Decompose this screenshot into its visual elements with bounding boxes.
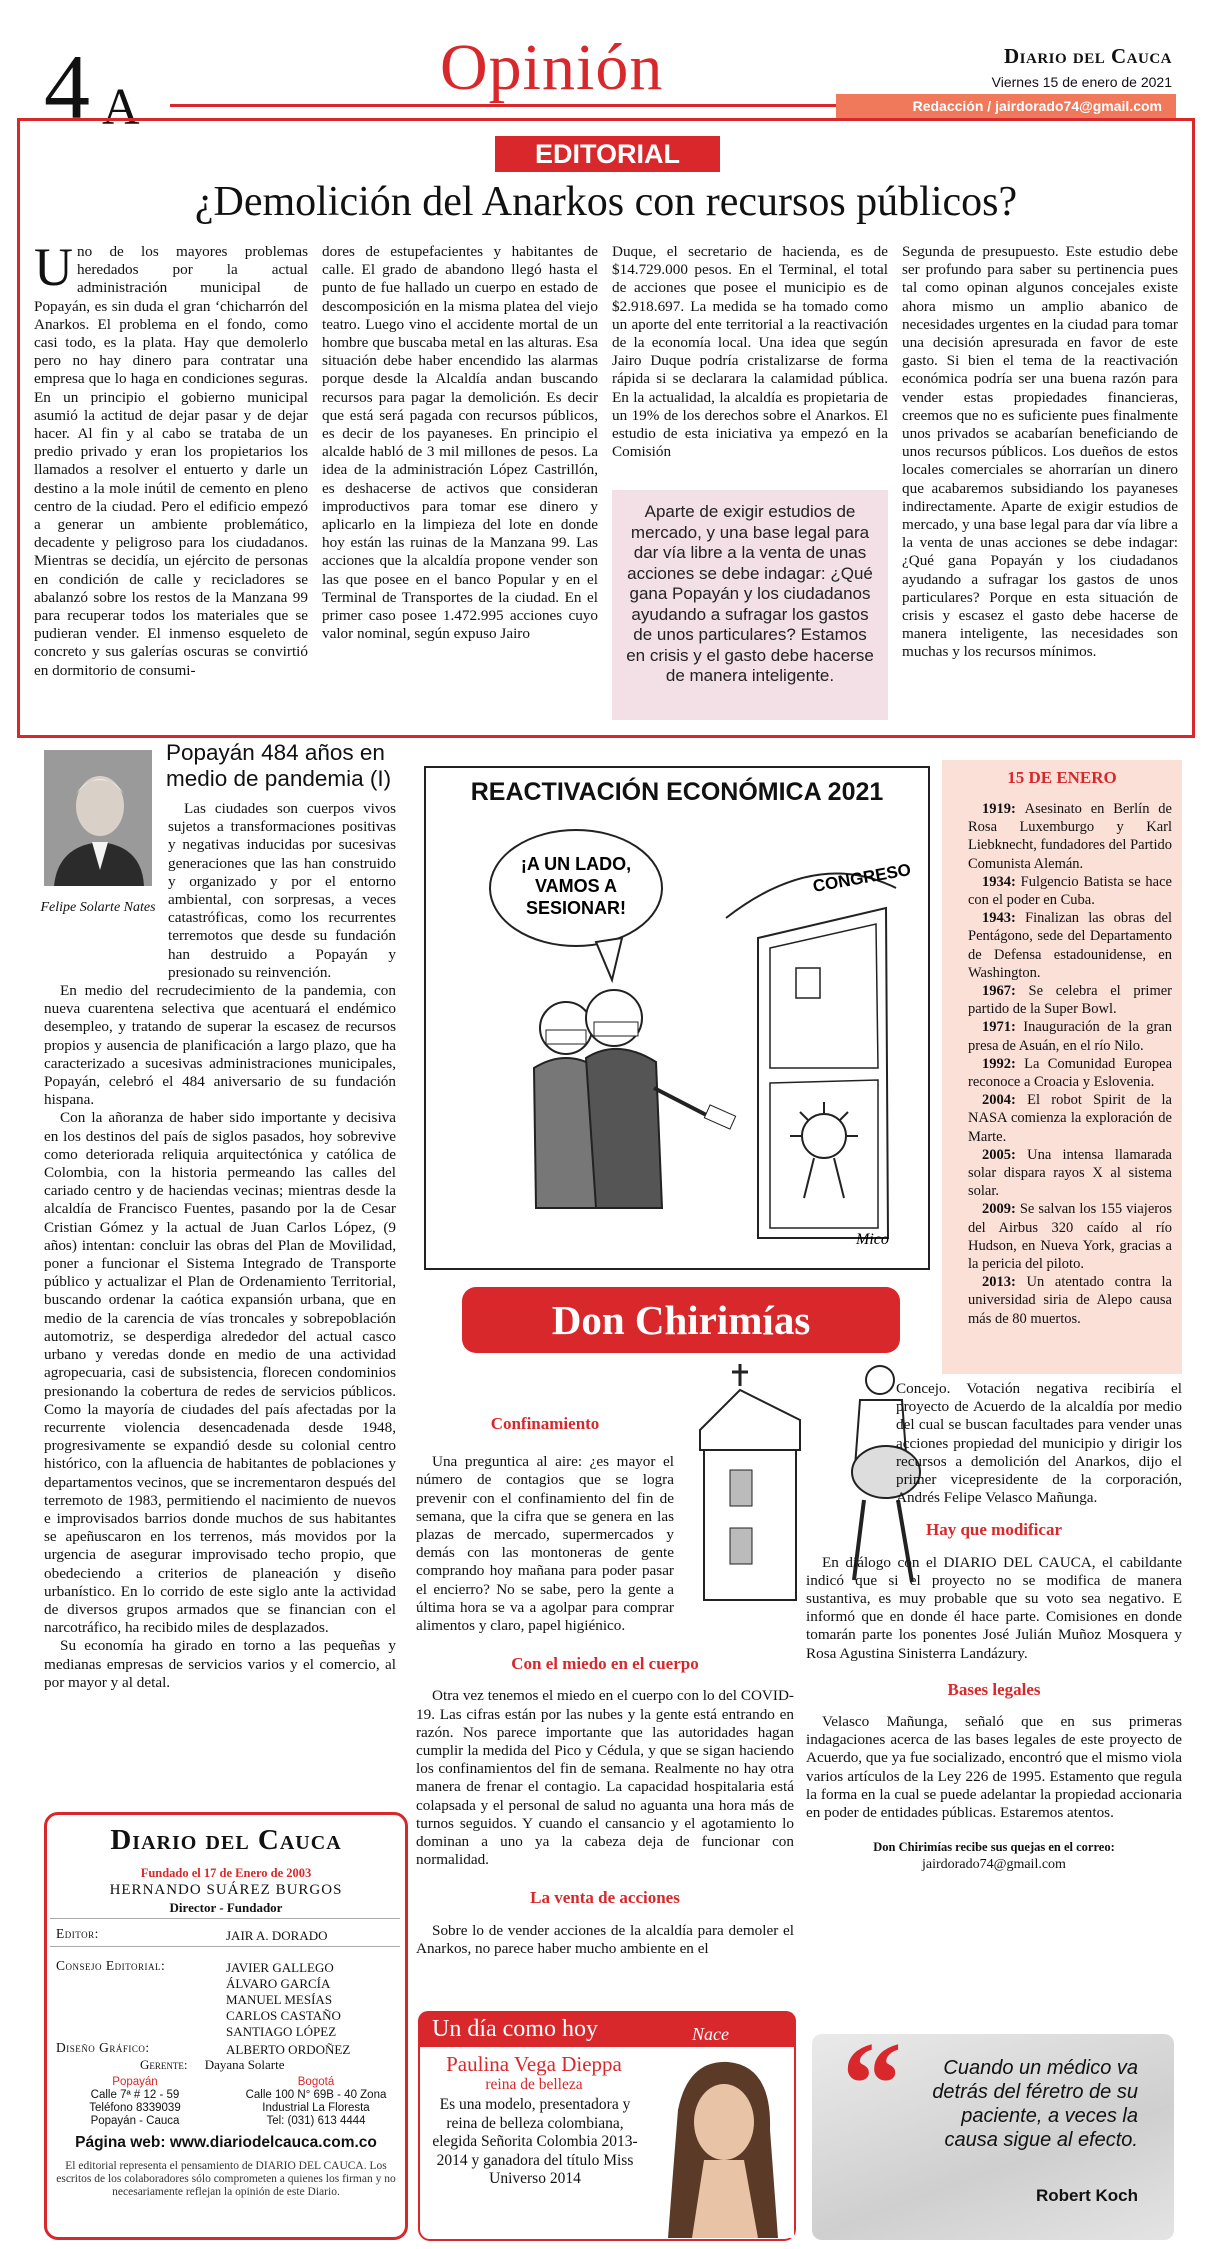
editor-name: JAIR A. DORADO [226,1928,328,1943]
column-paragraph: Con la añoranza de haber sido importante y decisiva en los destinos del país de siglos pasados, hoy sobrevive como deteriorada reliquia arquitectónica y católica de Colombia, con la historia permeando las calles del cariado centro y de haciendas vecinas; mientras desde la alcaldía de Francisco Fuentes, pasando por la de Cesar Cristian Gómez y la actual de Juan Carlos López, (9 años) intentan: concluir las obras del Plan de Movilidad, poner a funcionar el Sistema Integrado de Transporte público y actualizar el Plan de Ordenamiento Territorial, buscando ordenar la caótica expansión urbana, que en medio de la carencia de vías troncales y sobrepoblación automotriz, se desperdiga alrededor del actual casco urbano y veredas donde en medio de una actividad agropecuaria, casi de subsistencia, florecen condominios presionando la cobertura de redes de servicios públicos. Como la mayoría de ciudades del país afectadas por la recurrente violencia desencadenada desde 1948, progresivamente se expandió desde su colonial centro histórico, con la afluencia de habitantes de poblaciones y departamentos vecinos, que se incrementaron después del terremoto de 1983, permitiendo el nacimiento de nuevos e improvisados barrios donde muchos de sus habitantes se apeñuscaron en los terrenos, más movidos por la urgencia de asegurar improvisado techo propio, que obedeciendo a criterios de planeación y diseño urbanístico. En lo corrido de este siglo ante la actividad de diversos grupos armados que se financian con el narcotráfico, ha recibido miles de desplazados. [44,1109,396,1637]
ephemeris-year: 1943: [982,910,1026,927]
manager-name: Dayana Solarte [204,2057,285,2072]
ephemeris-year: 2009: [982,1201,1020,1218]
ephemeris-text: La Comunidad Europea reconoce a Croacia y Eslovenia. [968,1055,1172,1091]
quote-text: Cuando un médico va detrás del féretro de su paciente, a veces la causa sigue al efecto. [932,2057,1138,2151]
office-bogota-line: Industrial La Floresta [262,2102,370,2114]
editorial-column-3: Duque, el secretario de hacienda, es de $14.729.000 pesos. En el Terminal, el total de acciones que posee el municipio es de $2.918.697. La medida se ha tomado como un aporte del ente territorial a la reactivación de la economía local. Una idea que según Jairo Duque podría cristalizarse de forma rápida si se declarara la calamidad pública. En la actualidad, la alcaldía es propietaria de un 19% de los derechos sobre el Anarkos. El estudio de esta iniciativa ya empezó en la Comisión [612,243,888,461]
manager-label: Gerente: [140,2057,188,2072]
ephemeris-year: 1992: [982,1055,1025,1072]
ephemeris-text: Inauguración de la gran presa de Asuán, en el río Nilo. [968,1019,1172,1054]
ephemeris-year: 1967: [982,983,1029,1000]
chirimias-paragraph-2: Otra vez tenemos el miedo en el cuerpo con lo del COVID-19. Las cifras están por las nubes y la gente está entrando en razón. Nos parece importante que las autoridades hagan cumplir la medida del Pico y Cédula, y que se sigan haciendo los confinamientos del fin de semana. Realmente no hay otra manera de frenar el contagio. La capacidad hospitalaria está colapsada y el personal de salud no aguanta una hora más de turnos seguidos. Y cuando el cansancio y el agotamiento lo dominan a uno ya la cabeza deja de funcionar con normalidad. [416,1687,794,1869]
on-this-day-banner: Un día como hoy [418,2011,796,2047]
chirimias-subhead-1: Confinamiento [490,1414,600,1433]
ephemeris-entry [968,1146,1172,1201]
design-label: Diseño Gráfico: [56,2040,150,2055]
ephemeris-entry [968,800,1172,873]
masthead-divider [50,1918,400,1919]
ephemeris-text: El robot Spirit de la NASA comienza la exploración de Marte. [968,1092,1172,1145]
board-member: ÁLVARO GARCÍA [226,1976,331,1991]
chirimias-paragraph-5: Velasco Mañunga, señaló que en sus primeras indagaciones acerca de las bases legales de este proyecto de Acuerdo, que ya fue socializado, encontró que el mismo viola varios artículos de la Ley 226 de 1995. Estamento que regula la forma en la cual se puede adelantar la propiedad accionaria en poder de entidades públicas. Estaremos atentos. [806,1713,1182,1822]
board-label: Consejo Editorial: [56,1958,166,1973]
author-caption: Felipe Solarte Nates [40,900,156,915]
cartoon-frame [424,766,930,1270]
manager-line [140,2057,285,2073]
office-popayan-line: Teléfono 8339039 [89,2102,181,2114]
ephemeris-entry [968,1055,1172,1091]
editorial-dropcap: U [34,243,73,297]
page-number: 4 [44,36,90,138]
chirimias-column-right [806,1380,1182,1875]
ephemeris-year: 1971: [982,1019,1024,1036]
office-bogota-line: Calle 100 N° 69B - 40 Zona [245,2089,387,2101]
board-members [226,1960,341,2040]
quote-author: Robert Koch [1036,2186,1138,2205]
masthead-founder: HERNANDO SUÁREZ BURGOS [109,1882,343,1898]
ephemeris-text: Se salvan los 155 viajeros del Airbus 320 caído al río Hudson, en Nueva York, gracias a la pericia del piloto. [968,1201,1172,1273]
on-this-day-person: Paulina Vega Dieppa [446,2052,622,2076]
ephemeris-entry [968,1091,1172,1146]
ephemeris-year: 1934: [982,873,1021,890]
paper-name-header: Diario del Cauca [1003,44,1172,68]
office-bogota [226,2076,406,2128]
newsroom-contact: Redacción / jairdorado74@gmail.com [836,94,1176,118]
editorial-text-1: no de los mayores problemas heredados por la actual administración municipal de Popayán, es sin duda el gran ‘chicharrón del Anarkos. El problema en el fondo, como casi todo, es la plata. Hay que demolerlo pero no hay dinero para contratar una empresa que lo haga en condiciones seguras. En un principio el gobierno municipal asumió la actitud de dejar pasar y de dejar hacer. Al fin y al cabo se trataba de un predio privado y eran los propietarios los llamados a resolver el entuerto y darle un destino a la mole inútil de cemento en pleno centro de la ciudad. Pero el edificio empezó a generar un ambiente problemático, decadente y peligroso para los ciudadanos. Mientras se decidía, un ejército de personas en condición de calle y recicladores se abalanzó sobre los restos de la Manzana 99 para recuperar todos los materiales que se pudieran vender. El inmenso esqueleto de concreto y sus galerías oscuras se convirtió en dormitorio de consumi- [34,243,308,679]
office-popayan-city: Popayán [112,2076,158,2088]
ephemeris-text: Asesinato en Berlín de Rosa Luxemburgo y Karl Liebknecht, fundadores del Partido Comunista Alemán. [968,801,1172,872]
column-title: Popayán 484 años en medio de pandemia (I) [166,740,392,791]
svg-text:¡A UN LADO,: ¡A UN LADO, [520,854,632,874]
column-body [44,800,396,1804]
masthead-name: Diario del Cauca [110,1824,342,1856]
masthead-founded: Fundado el 17 de Enero de 2003 [140,1866,312,1880]
chirimias-contact-label: Don Chirimías recibe sus quejas en el correo: [873,1840,1115,1855]
door-sign: CONGRESO [811,860,913,896]
cartoon-signature: Mico [856,1231,889,1248]
ephemeris-year: 2004: [982,1092,1028,1109]
chirimias-subhead-3: La venta de acciones [530,1888,680,1908]
column-paragraph: En medio del recrudecimiento de la pandemia, con nueva cuarentena selectiva que acentuará el endémico desempleo, y tratando de superar la escasez de recursos propios y ausencia de planificación a largo plazo, que ha caracterizado a sucesivas administraciones municipales, Popayán, celebró el 484 aniversario de su fundación hispana. [44,982,396,1109]
chirimias-column-left [416,1415,794,1958]
editorial-pullquote: Aparte de exigir estudios de mercado, y una base legal para dar vía libre a la venta de unas acciones se debe indagar: ¿Qué gana Popayán y los ciudadanos ayudando a sufragar los gastos de unos particulares? Estamos en crisis y el gasto debe hacerse de manera inteligente. [612,490,888,720]
masthead-disclaimer: El editorial representa el pensamiento de DIARIO DEL CAUCA. Los escritos de los colaboradores sólo comprometen a quienes los firman y no necesariamente reflejan la opinión de este Diario. [56,2160,396,2198]
quote-mark-icon: “ [842,2017,902,2150]
ephemeris-text: Se celebra el primer partido de la Super Bowl. [968,983,1172,1018]
ephemeris-text: Fulgencio Batista se hace con el poder en Cuba. [968,873,1172,909]
column-paragraph: Las ciudades son cuerpos vivos sujetos a transformaciones positivas y negativas inducidas por sucesivas generaciones que las han construido y organizado y por el entorno ambiental, con sorpresas, a veces catastróficas, como los recurrentes terremotos que desde su fundación han destruido a Popayán y presionado su reinvención. [168,800,396,981]
masthead-website[interactable]: Página web: www.diariodelcauca.com.co [75,2134,377,2151]
office-popayan [70,2076,200,2128]
issue-date: Viernes 15 de enero de 2021 [991,74,1172,90]
chirimias-paragraph-4: En diálogo con el DIARIO DEL CAUCA, el cabildante indicó que si el proyecto no se modifica de manera sustantiva, es muy probable que su voto sea negativo. E informó que en donde él hace parte. Comisiones en donde tomarán parte los ponentes José Julián Muñoz Mosquera y Rosa Agustina Sinisterra Landázury. [806,1553,1182,1662]
column-paragraph: Su economía ha girado en torno a las pequeñas y medianas empresas de servicios varios y el comercio, al por mayor y al detal. [44,1637,396,1691]
editorial-column-1 [34,243,308,733]
cartoon-title: REACTIVACIÓN ECONÓMICA 2021 [470,778,884,806]
office-popayan-line: Calle 7ª # 12 - 59 [90,2089,180,2101]
design-name: ALBERTO ORDOÑEZ [226,2042,351,2057]
chirimias-subhead-4: Hay que modificar [926,1520,1062,1540]
chirimias-contact-email: jairdorado74@gmail.com [922,1857,1066,1873]
ephemeris-entry [968,1200,1172,1273]
board-member: JAVIER GALLEGO [226,1960,334,1975]
ephemeris-entry [968,1273,1172,1328]
office-bogota-city: Bogotá [297,2076,335,2088]
editorial-headline: ¿Demolición del Anarkos con recursos públicos? [194,179,1018,225]
ephemeris-year: 2013: [982,1274,1027,1291]
board-member: CARLOS CASTAÑO [226,2008,341,2023]
editorial-column-4: Segunda de presupuesto. Este estudio debe ser profundo para saber su pertinencia pues tal como opinan algunos concejales existe ahora mismo un amplio abanico de necesidades urgentes en la ciudad para tomar una decisión apresurada en favor de este gasto. Si bien el tema de la reactivación económica podría ser una buena razón para vender estas propiedades financieras, creemos que no es suficiente pues finalmente unos privados se acabarían beneficiando de unos recursos públicos. Los dueños de estos locales comerciales se ahorrarían un dinero que acabaremos subsidiando los payaneses indirectamente. Aparte de exigir estudios de mercado, y una base legal para dar vía libre a la venta de unas acciones se debe indagar: ¿Qué gana Popayán y los ciudadanos ayudando a sufragar los gastos de unos particulares? Porque en esta situación de crisis y escasez el gasto debe hacerse de manera inteligente, las necesidades son muchas y los recursos mínimos. [902,243,1178,661]
masthead-founder-role: Director - Fundador [169,1900,283,1915]
chirimias-paragraph-1: Una preguntica al aire: ¿es mayor el número de contagios que se logra prevenir con el confinamiento del fin de semana, que la cifra que se genera en las plazas de mercado, supermercados y demás con las montoneras de gente comprando hoy mañana para poder pasar el encierro? No se sabe, pero la gente a última hora se va a agolpar para comprar alimentos y claro, papel higiénico. [416,1453,674,1635]
section-title: Opinión [440,31,664,104]
ephemeris-text: Finalizan las obras del Pentágono, sede del Departamento de Defensa estadounidense, en Washington. [968,910,1172,981]
svg-text:SESIONAR!: SESIONAR! [525,898,627,918]
page-letter: A [102,79,140,136]
ephemeris-text: Una intensa llamarada solar dispara rayos X al sistema solar. [968,1146,1172,1200]
masthead-divider [50,1946,400,1947]
ephemeris-entry [968,1018,1172,1054]
ephemeris-entry [968,909,1172,982]
chirimias-subhead-5: Bases legales [947,1679,1041,1699]
ephemeris-text: Un atentado contra la universidad siria de Alepo causa más de 80 muertos. [968,1274,1172,1327]
ephemerides-title: 15 DE ENERO [1007,768,1117,787]
editor-label: Editor: [56,1926,99,1941]
chirimias-subhead-2: Con el miedo en el cuerpo [511,1654,699,1674]
chirimias-paragraph-3: Sobre lo de vender acciones de la alcaldía para demoler el Anarkos, no parece haber mucho ambiente en el [416,1921,794,1957]
office-bogota-line: Tel: (031) 613 4444 [266,2115,366,2127]
ephemeris-entry [968,982,1172,1018]
chirimias-paragraph-3b: Concejo. Votación negativa recibiría el proyecto de Acuerdo de la alcaldía por medio del cual se buscan facultades para vender unas acciones propiedad del municipio y dirigir los recursos a demolición del Anarkos, dijo el primer vicepresidente de la corporación, Andrés Felipe Velasco Mañunga. [896,1380,1182,1507]
on-this-day-role: reina de belleza [485,2076,583,2093]
editorial-tag: EDITORIAL [495,136,720,172]
board-member: MANUEL MESÍAS [226,1992,333,2007]
on-this-day-text: Es una modelo, presentadora y reina de belleza colombiana, elegida Señorita Colombia 2013-2014 y ganadora del título Miss Universo 2014 [432,2096,638,2187]
ephemerides-list [968,800,1172,1328]
on-this-day-born-label: Nace [692,2024,729,2044]
cartoon-illustration [426,768,928,1268]
svg-text:VAMOS A: VAMOS A [534,876,618,896]
editorial-column-2: dores de estupefacientes y habitantes de calle. El grado de abandono llegó hasta el punto de fue hallado un cuerpo en estado de descomposición en la misma platea del viejo teatro. Luego vino el accidente mortal de un hombre que buscaba metal en las alturas. Esa situación debe haber encendido las alarmas porque desde la Alcaldía andan buscando recursos para pagar la demolición. Es decir que está será pagada con recursos públicos, es decir de los payaneses. En principio el alcalde habló de 3 mil millones de pesos. La idea de la administración López Castrillón, es deshacerse de activos que consideran improductivos para tomar ese dinero y aplicarlo en la limpieza del lote en donde hoy están las ruinas de la Manzana 99. Las acciones que la alcaldía propone vender son las que posee en el banco Popular y en el Terminal de Transportes de la ciudad. En el primer caso posee 1.472.995 acciones cuyo valor nominal, según expuso Jairo [322,243,598,643]
ephemeris-entry [968,873,1172,909]
board-member: SANTIAGO LÓPEZ [226,2024,337,2039]
chirimias-banner: Don Chirimías [462,1287,900,1353]
ephemeris-year: 1919: [982,801,1025,817]
portrait-photo [648,2050,794,2238]
ephemeris-year: 2005: [982,1146,1028,1163]
office-popayan-line: Popayán - Cauca [90,2115,180,2127]
